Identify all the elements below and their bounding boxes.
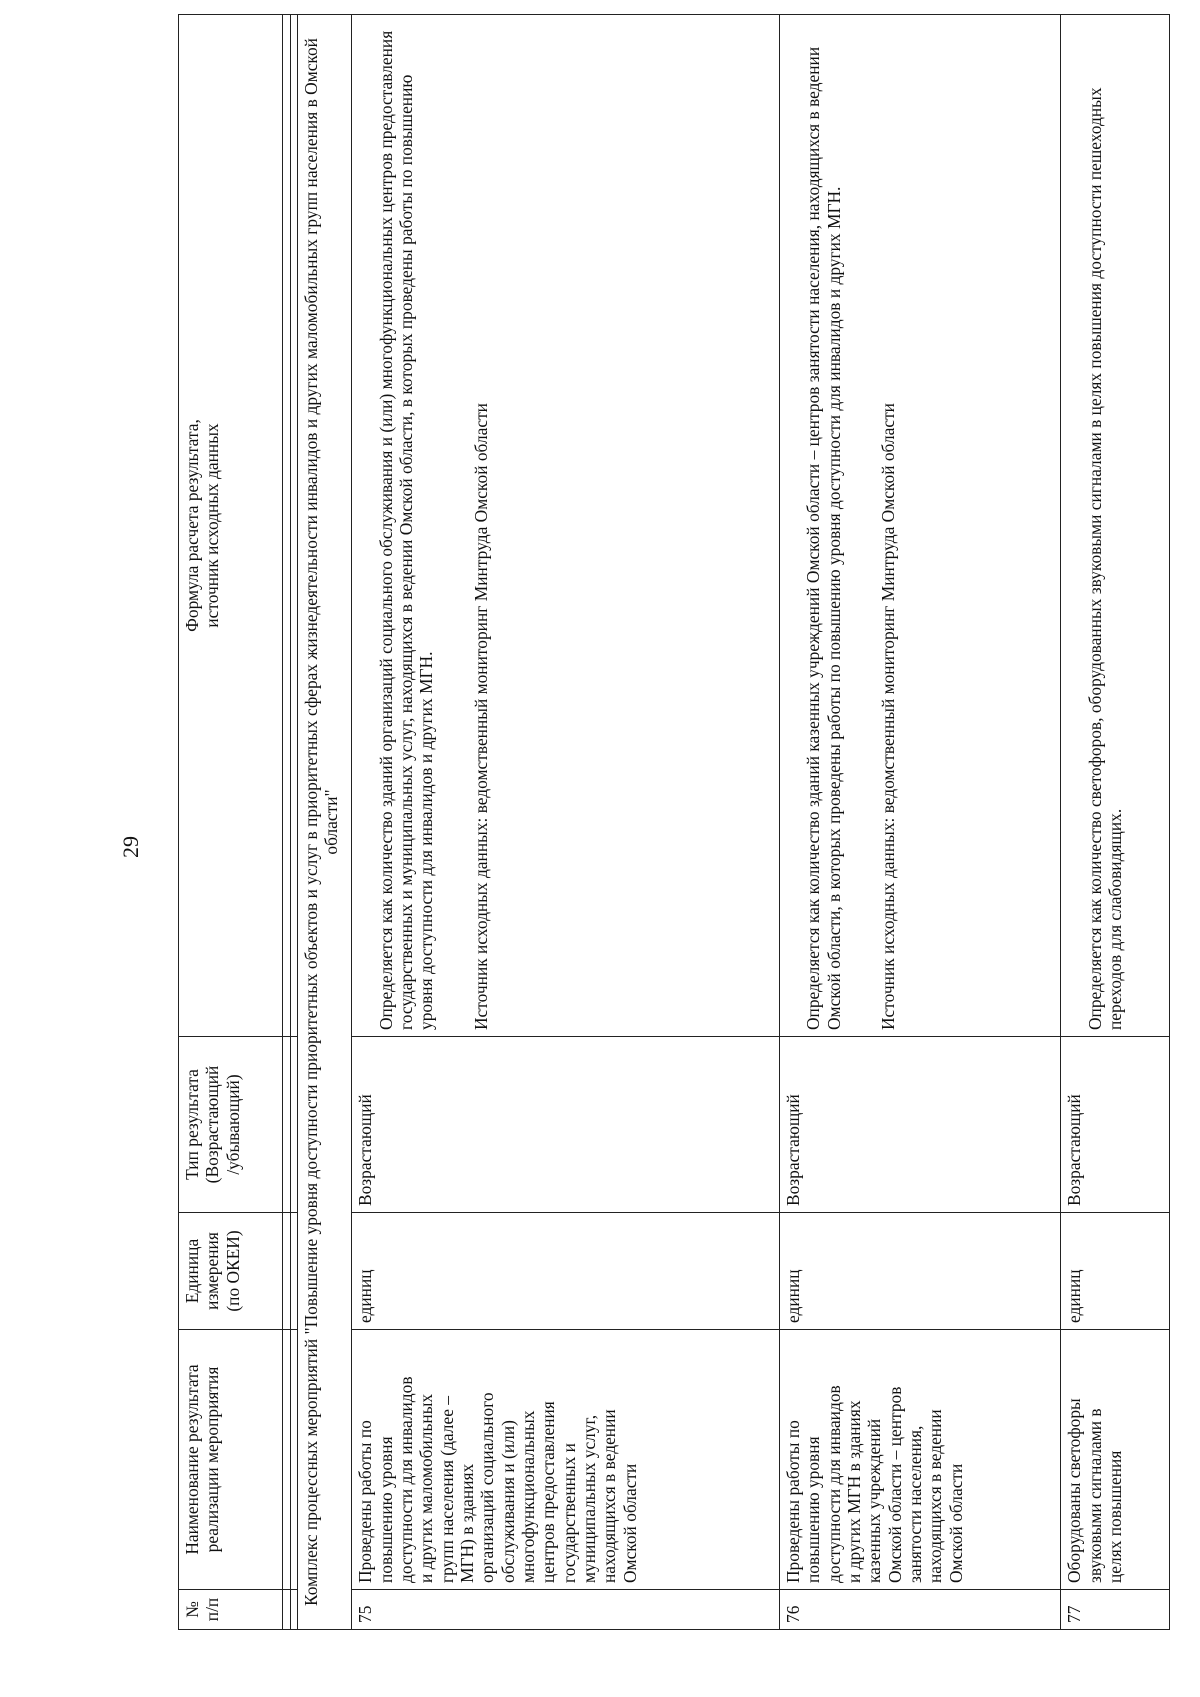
spacer-cell [283, 15, 290, 1037]
row-unit: единиц [1061, 1213, 1170, 1330]
header-type: Тип результата (Возрастающий /убывающий) [179, 1037, 283, 1213]
formula-text: Определяется как количество светофоров, оборудованных звуковыми сигналами в целях повышения доступности пешеходных переходов для слабовидящих. [1084, 87, 1126, 1030]
row-unit: единиц [779, 1213, 1061, 1330]
row-type: Возрастающий [779, 1037, 1061, 1213]
row-formula [1061, 15, 1170, 1037]
empty-spacer-row [290, 15, 297, 1630]
formula-text: Определяется как количество зданий казенных учреждений Омской области – центров занятости населения, находящихся в ведении Омской области, в которых проведены работы по повышению уровня доступности для инвалидов и других МГН. [803, 46, 844, 1030]
section-title: Комплекс процессных мероприятий "Повышение уровня доступности приоритетных объектов и услуг в приоритетных сферах жизнедеятельности инвалидов и других маломобильных групп населения в Омской области" [297, 15, 351, 1630]
header-unit: Единица измерения (по ОКЕИ) [179, 1213, 283, 1330]
spacer-cell [283, 1213, 290, 1330]
spacer-cell [283, 1330, 290, 1590]
row-name: Проведены работы по повышению уровня доступности для инвалидов и других маломобильных групп населения (далее – МГН) в зданиях организаций социального обслуживания и (или) многофункциональных центров предоставления государственных и муниципальных услуг, находящихся в ведении Омской области [352, 1330, 780, 1590]
row-num: 77 [1061, 1590, 1170, 1630]
header-name: Наименование результата реализации мероприятия [179, 1330, 283, 1590]
row-formula [352, 15, 780, 1037]
source-text: Источник исходных данных: ведомственный мониторинг Минтруда Омской области [878, 403, 899, 1030]
empty-spacer-row [283, 15, 290, 1630]
row-num: 75 [352, 1590, 780, 1630]
spacer-cell [290, 1213, 297, 1330]
spacer-cell [283, 1590, 290, 1630]
source-text: Источник исходных данных: ведомственный мониторинг Минтруда Омской области [470, 403, 491, 1030]
spacer-cell [290, 1330, 297, 1590]
spacer-cell [290, 1037, 297, 1213]
spacer-cell [290, 1590, 297, 1630]
row-num: 76 [779, 1590, 1061, 1630]
header-num: № п/п [179, 1590, 283, 1630]
page-number: 29 [118, 836, 143, 858]
table-row [779, 15, 1061, 1630]
table-row [352, 15, 780, 1630]
table-row [1061, 15, 1170, 1630]
spacer-cell [290, 15, 297, 1037]
row-name: Оборудованы светофоры звуковыми сигналами в целях повышения [1061, 1330, 1170, 1590]
row-unit: единиц [352, 1213, 780, 1330]
row-type: Возрастающий [1061, 1037, 1170, 1213]
row-name: Проведены работы по повышению уровня доступности для инваидов и других МГН в зданиях казенных учреждений Омской области – центров занятости населения, находящихся в ведении Омской области [779, 1330, 1061, 1590]
spacer-cell [283, 1037, 290, 1213]
results-table [178, 14, 1170, 1630]
formula-text: Определяется как количество зданий организаций социального обслуживания и (или) многофункциональных центров предоставления государственных и муниципальных услуг, находящихся в ведении Омской области, в которых проведены работы по повышению уровня доступности для инвалидов и других МГН. [375, 30, 437, 1030]
section-row [297, 15, 351, 1630]
row-formula [779, 15, 1061, 1037]
table-header-row [179, 15, 283, 1630]
header-formula: Формула расчета результата, источник исходных данных [179, 15, 283, 1037]
row-type: Возрастающий [352, 1037, 780, 1213]
